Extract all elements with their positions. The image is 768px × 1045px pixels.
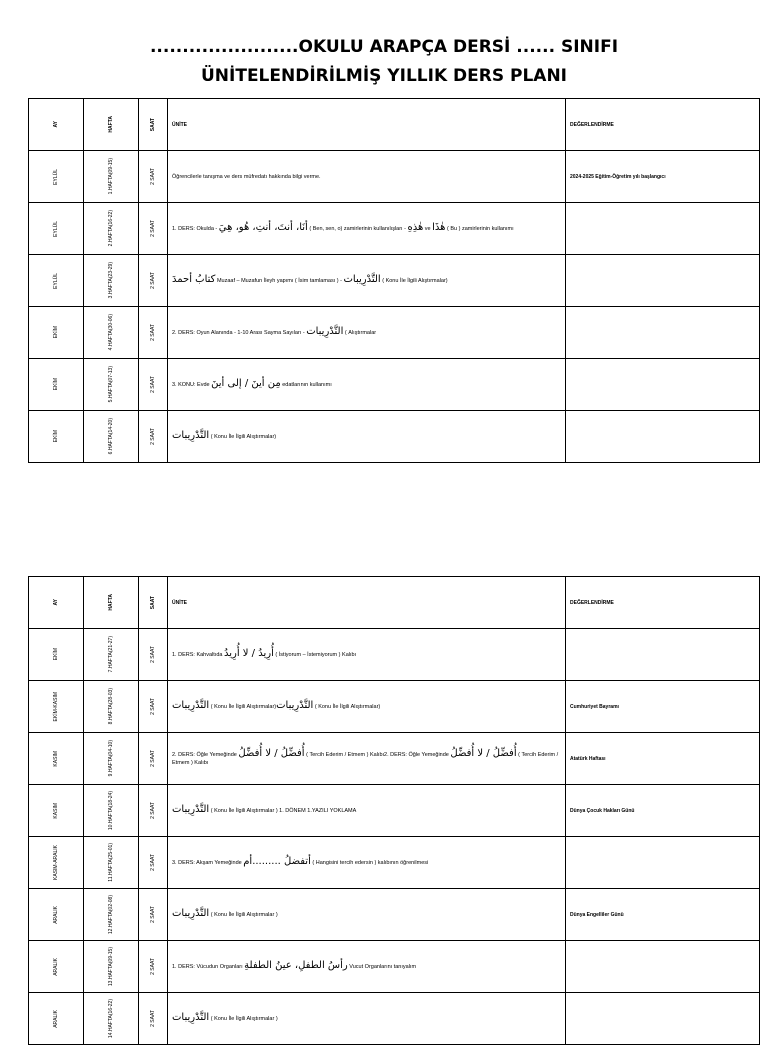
cell-ay: EYLÜL [29, 255, 84, 307]
cell-saat: 2 SAAT [139, 151, 168, 203]
cell-unite: 3. KONU: Evde مِن أينَ / إلى أينَ edatlarının kullanımı [168, 359, 566, 411]
header-saat: SAAT [139, 577, 168, 629]
cell-hafta: 2.HAFTA(16-22) [84, 203, 139, 255]
header-hafta: HAFTA [84, 99, 139, 151]
table-row [29, 629, 760, 681]
table-row [29, 837, 760, 889]
cell-unite: التَّدْرِيبات ( Konu İle İlgili Alıştırmalar ) [168, 889, 566, 941]
cell-saat: 2 SAAT [139, 733, 168, 785]
cell-ay: EKİM [29, 307, 84, 359]
cell-unite: Öğrencilerle tanışma ve ders müfredatı hakkında bilgi verme. [168, 151, 566, 203]
cell-ay: EYLÜL [29, 203, 84, 255]
cell-saat: 2 SAAT [139, 993, 168, 1045]
header-ay: AY [29, 99, 84, 151]
cell-ay: EKİM-KASIM [29, 681, 84, 733]
cell-degerlendirme [566, 307, 760, 359]
cell-hafta: 7.HAFTA(21-27) [84, 629, 139, 681]
header-saat: SAAT [139, 99, 168, 151]
table-row [29, 941, 760, 993]
cell-hafta: 4.HAFTA(30-06) [84, 307, 139, 359]
cell-unite: التَّدْرِيبات ( Konu İle İlgili Alıştırmalar) [168, 411, 566, 463]
yearly-plan-table-1 [28, 98, 760, 463]
cell-ay: KASIM [29, 733, 84, 785]
page-title-line-2: ÜNİTELENDİRİLMİŞ YILLIK DERS PLANI [200, 66, 568, 86]
table-row [29, 307, 760, 359]
cell-unite: كتابُ أحمدَ Muzaaf – Muzafun İleyh yapımı ( İsim tamlaması ) - التَّدْرِيبات ( Konu İle İlgili Alıştırmalar) [168, 255, 566, 307]
cell-unite: التَّدْرِيبات ( Konu İle İlgili Alıştırmalar ) [168, 993, 566, 1045]
cell-hafta: 1.HAFTA(09-15) [84, 151, 139, 203]
table-row [29, 785, 760, 837]
cell-unite: 1. DERS: Vücudun Organları رأسُ الطفلِ، عينُ الطفلةِ Vucut Organlarını tanıyalım [168, 941, 566, 993]
cell-unite: 1. DERS: Kahvaltıda أُرِيدُ / لا أُرِيدُ ( İstiyorum – İstemiyorum ) Kalıbı [168, 629, 566, 681]
table-row [29, 681, 760, 733]
cell-saat: 2 SAAT [139, 203, 168, 255]
cell-degerlendirme: Atatürk Haftası [566, 733, 760, 785]
table-row [29, 733, 760, 785]
cell-ay: ARALIK [29, 941, 84, 993]
cell-saat: 2 SAAT [139, 681, 168, 733]
cell-unite: 2. DERS: Oyun Alanında - 1-10 Arası Sayma Sayıları - التَّدْرِيبات ( Alıştırmalar [168, 307, 566, 359]
header-degerlendirme: DEĞERLENDİRME [566, 577, 760, 629]
cell-ay: ARALIK [29, 993, 84, 1045]
cell-hafta: 9.HAFTA(04-10) [84, 733, 139, 785]
cell-unite: 1. DERS: Okulda - أنَا، أنتَ، أنتِ، هُو، هِيَ ( Ben, sen, o) zamirlerinin kullanılışları - هٰذِهِ ve هٰذَا ( Bu ) zamirlerinin kullanımı [168, 203, 566, 255]
cell-saat: 2 SAAT [139, 837, 168, 889]
cell-degerlendirme: Dünya Engelliler Günü [566, 889, 760, 941]
table-row [29, 151, 760, 203]
table-row [29, 993, 760, 1045]
cell-hafta: 12.HAFTA(02-08) [84, 889, 139, 941]
cell-degerlendirme [566, 993, 760, 1045]
cell-ay: EKİM [29, 411, 84, 463]
cell-saat: 2 SAAT [139, 307, 168, 359]
cell-unite: التَّدْرِيبات ( Konu İle İlgili Alıştırmalar ) 1. DÖNEM 1.YAZILI YOKLAMA [168, 785, 566, 837]
cell-degerlendirme [566, 941, 760, 993]
cell-degerlendirme [566, 837, 760, 889]
cell-saat: 2 SAAT [139, 941, 168, 993]
cell-hafta: 6.HAFTA(14-20) [84, 411, 139, 463]
header-ay: AY [29, 577, 84, 629]
table-row [29, 889, 760, 941]
cell-degerlendirme [566, 629, 760, 681]
cell-ay: EKİM [29, 629, 84, 681]
table-row [29, 359, 760, 411]
cell-hafta: 5.HAFTA(07-13) [84, 359, 139, 411]
cell-ay: ARALIK [29, 889, 84, 941]
table-header-row [29, 99, 760, 151]
table-row [29, 203, 760, 255]
cell-saat: 2 SAAT [139, 889, 168, 941]
cell-hafta: 14.HAFTA(16-22) [84, 993, 139, 1045]
cell-ay: KASIM [29, 785, 84, 837]
cell-ay: KASIM-ARALIK [29, 837, 84, 889]
cell-ay: EYLÜL [29, 151, 84, 203]
cell-hafta: 3.HAFTA(23-29) [84, 255, 139, 307]
cell-unite: التَّدْرِيبات ( Konu İle İlgili Alıştırmalar)التَّدْرِيبات ( Konu İle İlgili Alıştırmalar) [168, 681, 566, 733]
cell-ay: EKİM [29, 359, 84, 411]
cell-degerlendirme [566, 255, 760, 307]
cell-degerlendirme: Cumhuriyet Bayramı [566, 681, 760, 733]
cell-hafta: 11.HAFTA(25-01) [84, 837, 139, 889]
cell-hafta: 10.HAFTA(18-24) [84, 785, 139, 837]
page-title-line-1: .......................OKULU ARAPÇA DERSİ ...... SINIFI [149, 37, 619, 57]
header-unite: ÜNİTE [168, 577, 566, 629]
cell-degerlendirme: Dünya Çocuk Hakları Günü [566, 785, 760, 837]
table-header-row [29, 577, 760, 629]
yearly-plan-table-2 [28, 576, 760, 1045]
cell-degerlendirme [566, 411, 760, 463]
table-row [29, 411, 760, 463]
cell-saat: 2 SAAT [139, 411, 168, 463]
cell-saat: 2 SAAT [139, 255, 168, 307]
cell-hafta: 8.HAFTA(28-03) [84, 681, 139, 733]
cell-saat: 2 SAAT [139, 359, 168, 411]
header-degerlendirme: DEĞERLENDİRME [566, 99, 760, 151]
cell-degerlendirme [566, 203, 760, 255]
cell-unite: 2. DERS: Öğle Yemeğinde أُفضِّلُ / لا أُفضِّلُ ( Tercih Ederim / Etmem ) Kalıbı2. DERS: Öğle Yemeğinde أُفضِّلُ / لا أُفضِّلُ ( Tercih Ederim / Etmem ) Kalıbı [168, 733, 566, 785]
table-row [29, 255, 760, 307]
cell-saat: 2 SAAT [139, 785, 168, 837]
header-unite: ÜNİTE [168, 99, 566, 151]
cell-unite: 3. DERS: Akşam Yemeğinde أتفضلُ .........أم ( Hangisini tercih edersin ) kalıbının öğrenilmesi [168, 837, 566, 889]
header-hafta: HAFTA [84, 577, 139, 629]
cell-degerlendirme: 2024-2025 Eğitim-Öğretim yılı başlangıcı [566, 151, 760, 203]
cell-saat: 2 SAAT [139, 629, 168, 681]
cell-degerlendirme [566, 359, 760, 411]
cell-hafta: 13.HAFTA(09-15) [84, 941, 139, 993]
